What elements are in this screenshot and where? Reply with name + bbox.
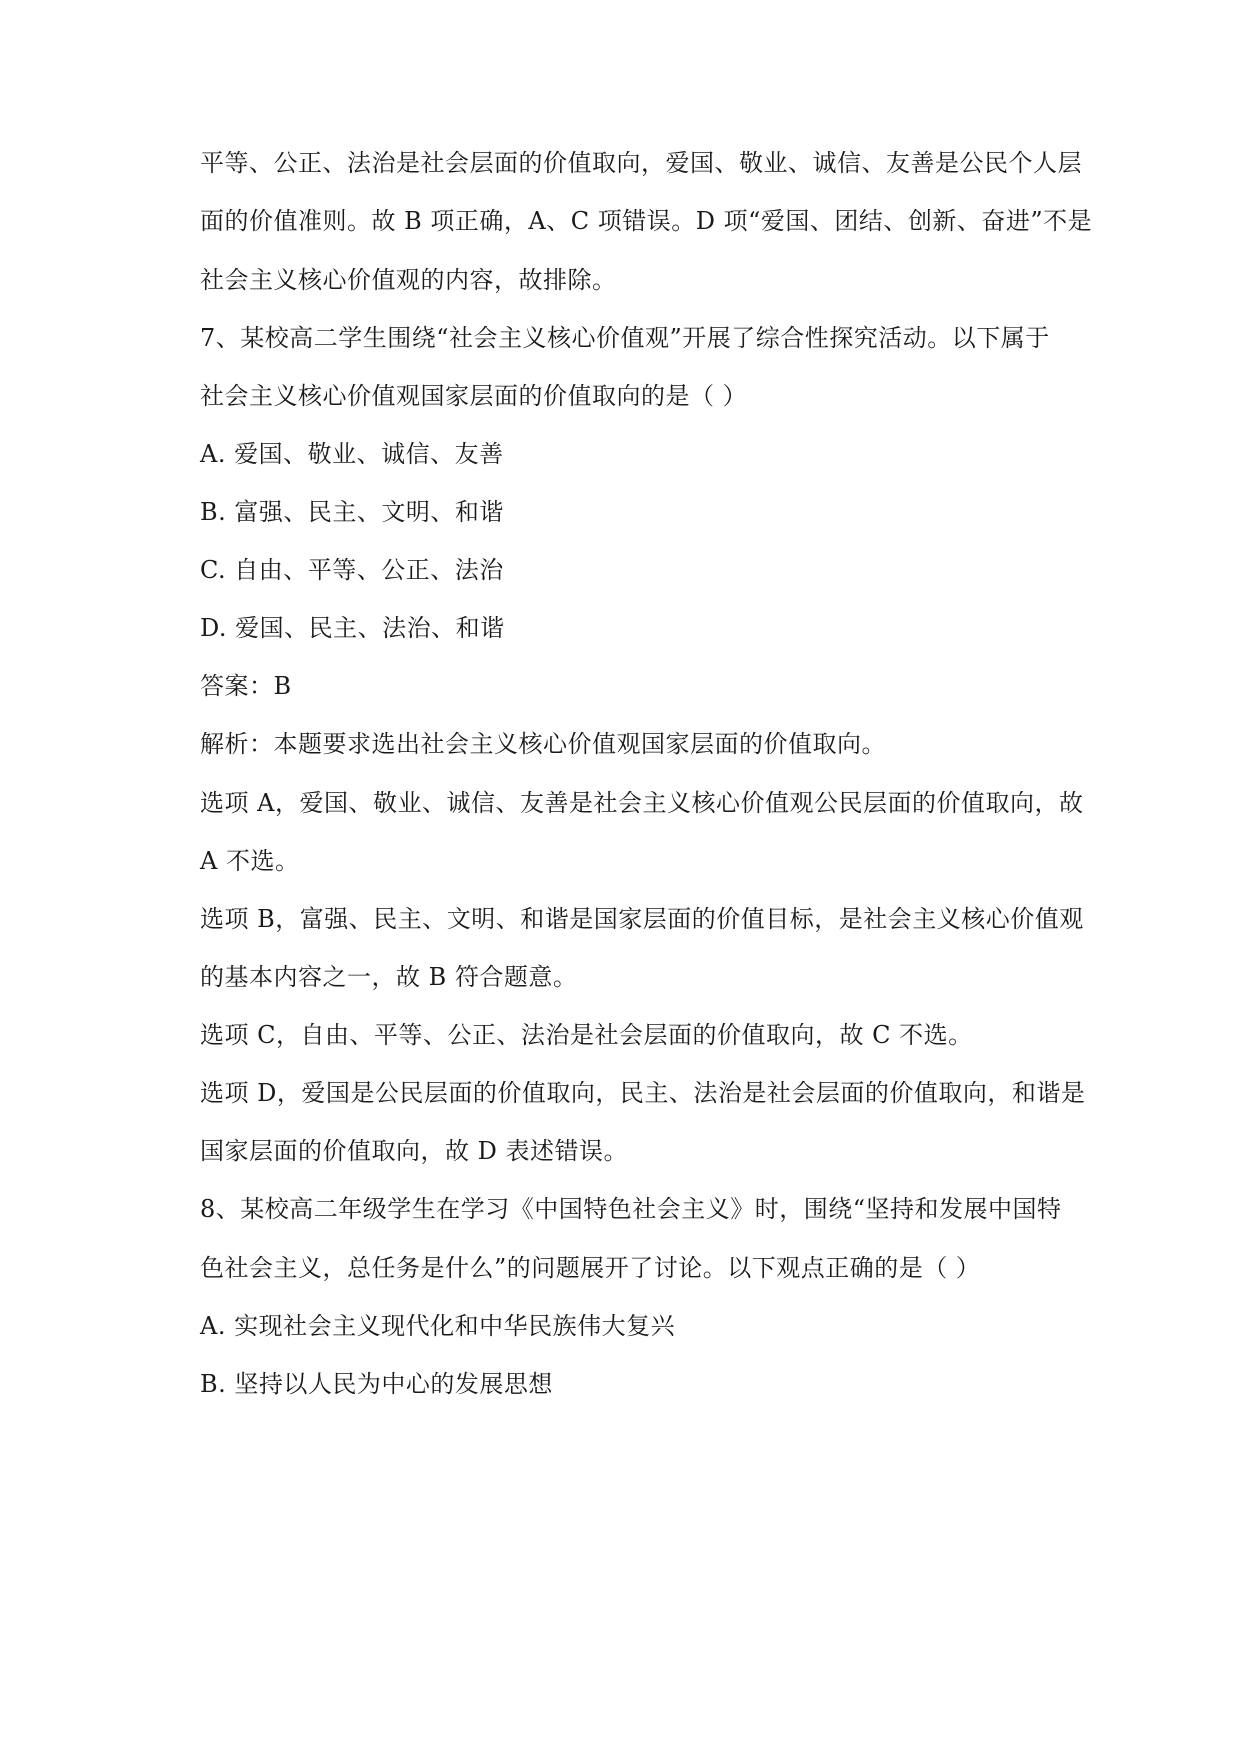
question-7-stem: 7、某校高二学生围绕“社会主义核心价值观”开展了综合性探究活动。以下属于 [200,324,1050,352]
option-a: A. 实现社会主义现代化和中华民族伟大复兴 [200,1312,676,1340]
analysis-option-b: 选项 B，富强、民主、文明、和谐是国家层面的价值目标，是社会主义核心价值观 [200,905,1084,933]
analysis-option-d: 国家层面的价值取向，故 D 表述错误。 [200,1137,628,1165]
analysis-option-a: A 不选。 [200,847,300,875]
text-line: 社会主义核心价值观的内容，故排除。 [200,266,617,294]
question-7-stem: 社会主义核心价值观国家层面的价值取向的是（ ） [200,382,748,410]
analysis-option-a: 选项 A，爱国、敬业、诚信、友善是社会主义核心价值观公民层面的价值取向，故 [200,789,1084,817]
option-b: B. 富强、民主、文明、和谐 [200,498,504,526]
option-a: A. 爱国、敬业、诚信、友善 [200,440,504,468]
question-8-stem: 8、某校高二年级学生在学习《中国特色社会主义》时，围绕“坚持和发展中国特 [200,1195,1062,1223]
option-d: D. 爱国、民主、法治、和谐 [200,614,505,642]
analysis-option-d: 选项 D，爱国是公民层面的价值取向，民主、法治是社会层面的价值取向，和谐是 [200,1079,1086,1107]
option-c: C. 自由、平等、公正、法治 [200,556,504,584]
analysis-option-b: 的基本内容之一，故 B 符合题意。 [200,963,578,991]
option-b: B. 坚持以人民为中心的发展思想 [200,1370,553,1398]
analysis-option-c: 选项 C，自由、平等、公正、法治是社会层面的价值取向，故 C 不选。 [200,1021,973,1049]
answer: 答案：B [200,672,292,700]
analysis: 解析：本题要求选出社会主义核心价值观国家层面的价值取向。 [200,730,886,758]
text-line: 面的价值准则。故 B 项正确，A、C 项错误。D 项“爱国、团结、创新、奋进”不是 [200,207,1093,235]
text-line: 平等、公正、法治是社会层面的价值取向，爱国、敬业、诚信、友善是公民个人层 [200,149,1082,177]
question-8-stem: 色社会主义，总任务是什么”的问题展开了讨论。以下观点正确的是（ ） [200,1254,981,1282]
